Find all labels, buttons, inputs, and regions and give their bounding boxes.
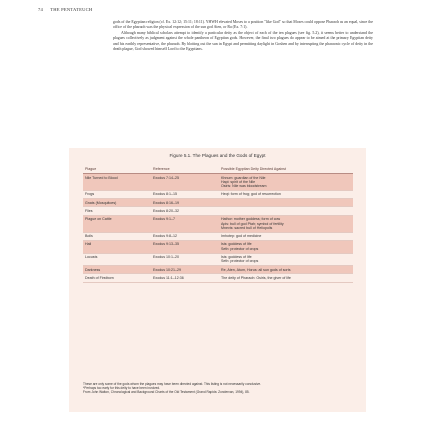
running-header — [38, 7, 92, 12]
deity-line: Hapi: spirit of the Nile — [221, 179, 256, 184]
plague-cell: Plague on Cattle — [83, 215, 151, 232]
deity-line: Mnevis: sacred bull of Heliopolis — [221, 225, 273, 230]
reference-cell: Exodus 9:13–35 — [151, 240, 219, 253]
table-row — [83, 190, 353, 198]
deity-cell — [219, 240, 353, 253]
page-number: 74 — [38, 7, 43, 12]
deity-cell — [219, 274, 353, 282]
note: These are only some of the gods whom the plagues may have been directed against. This listing is not necessarily conclusive. — [83, 382, 262, 386]
deity-line: Apis: bull of god Ptah; symbol of fertility — [221, 221, 284, 226]
deity-cell — [219, 253, 353, 266]
table-body — [83, 174, 353, 283]
deity-cell — [219, 199, 353, 207]
reference-cell: Exodus 7:14–25 — [151, 174, 219, 191]
reference-cell: Exodus 8:16–19 — [151, 199, 219, 207]
figure-title: Figure 5.1. The Plagues and the Gods of Egypt — [169, 153, 266, 158]
reference-cell: Exodus 11:1–12:36 — [151, 274, 219, 282]
figure-notes — [83, 382, 353, 395]
plagues-table — [83, 165, 353, 283]
column-header-reference: Reference — [151, 165, 219, 174]
reference-cell: Exodus 10:21–29 — [151, 266, 219, 274]
deity-line: Isis: goddess of life — [221, 242, 252, 247]
plague-cell: Boils — [83, 232, 151, 240]
deity-cell — [219, 207, 353, 215]
plague-cell: Darkness — [83, 266, 151, 274]
reference-cell: Exodus 9:1–7 — [151, 215, 219, 232]
plague-cell: Locusts — [83, 253, 151, 266]
deity-line: Seth: protector of crops — [221, 259, 259, 264]
table-row — [83, 215, 353, 232]
deity-line: Khnum: guardian of the Nile — [221, 175, 266, 180]
reference-cell: Exodus 9:8–12 — [151, 232, 219, 240]
note: *Perhaps too early for this deity to have been involved. — [83, 386, 161, 391]
running-title: THE PENTATEUCH — [50, 7, 93, 12]
table-row — [83, 266, 353, 274]
paragraph: gods of the Egyptian religion (cf. Ex. 12:12; 15:11; 18:11). YHWH elevated Moses to a position "like God" so that Moses could oppose Pharaoh as an equal, since the office of the pharaoh was the physical expression of the sun god Aten, or Ra (Ex. 7:1). — [113, 20, 373, 30]
deity-cell — [219, 232, 353, 240]
table-row — [83, 207, 353, 215]
deity-cell — [219, 266, 353, 274]
plague-cell: Flies — [83, 207, 151, 215]
table-row — [83, 174, 353, 191]
plague-cell: Nile Turned to Blood — [83, 174, 151, 191]
reference-cell: Exodus 8:20–32 — [151, 207, 219, 215]
plague-cell: Gnats (Mosquitoes) — [83, 199, 151, 207]
paragraph: Although many biblical scholars attempt to identify a particular deity as the object of each of the ten plagues (see fig. 5.2), it seems better to understand the plagues collectively as judgment against the whole pantheon of Egyptian gods. However, the final two plagues do appear to be aimed at the primary Egyptian deity and his earthly representative, the pharaoh. By blotting out the sun in Egypt and permitting daylight in Goshen and by interrupting the pharaonic cycle of deity in the death plague, God showed himself Lord to the Egyptians. — [113, 30, 373, 52]
table-row — [83, 232, 353, 240]
table-row — [83, 199, 353, 207]
body-text — [113, 20, 373, 52]
deity-cell — [219, 215, 353, 232]
column-header-plague: Plague — [83, 165, 151, 174]
deity-line: Imhotep: god of medicine — [221, 234, 262, 239]
deity-line: Seth: protector of crops — [221, 246, 259, 251]
table-row — [83, 253, 353, 266]
reference-cell: Exodus 8:1–15 — [151, 190, 219, 198]
table-header-row — [83, 165, 353, 174]
deity-line: Hathor: mother goddess; form of cow — [221, 217, 281, 222]
deity-line: Heqt: form of frog; god of resurrection — [221, 192, 281, 197]
deity-line: The deity of Pharaoh: Osiris, the giver of life — [221, 275, 291, 280]
deity-cell — [219, 190, 353, 198]
deity-line: Isis: goddess of life — [221, 255, 252, 260]
deity-line: Re, Aten, Atum, Horus: all sun gods of sorts — [221, 267, 291, 272]
figure-5-1 — [69, 148, 366, 412]
table-row — [83, 240, 353, 253]
reference-cell: Exodus 10:1–20 — [151, 253, 219, 266]
note: From John Walton, Chronological and Background Charts of the Old Testament (Grand Rapids: Zondervan, 1994), 85. — [83, 390, 250, 395]
table-row — [83, 274, 353, 282]
column-header-deity: Possible Egyptian Deity Directed Against — [219, 165, 353, 174]
deity-cell — [219, 174, 353, 191]
plague-cell: Death of Firstborn — [83, 274, 151, 282]
plague-cell: Hail — [83, 240, 151, 253]
deity-line: Osiris: Nile was bloodstream — [221, 184, 267, 189]
plague-cell: Frogs — [83, 190, 151, 198]
